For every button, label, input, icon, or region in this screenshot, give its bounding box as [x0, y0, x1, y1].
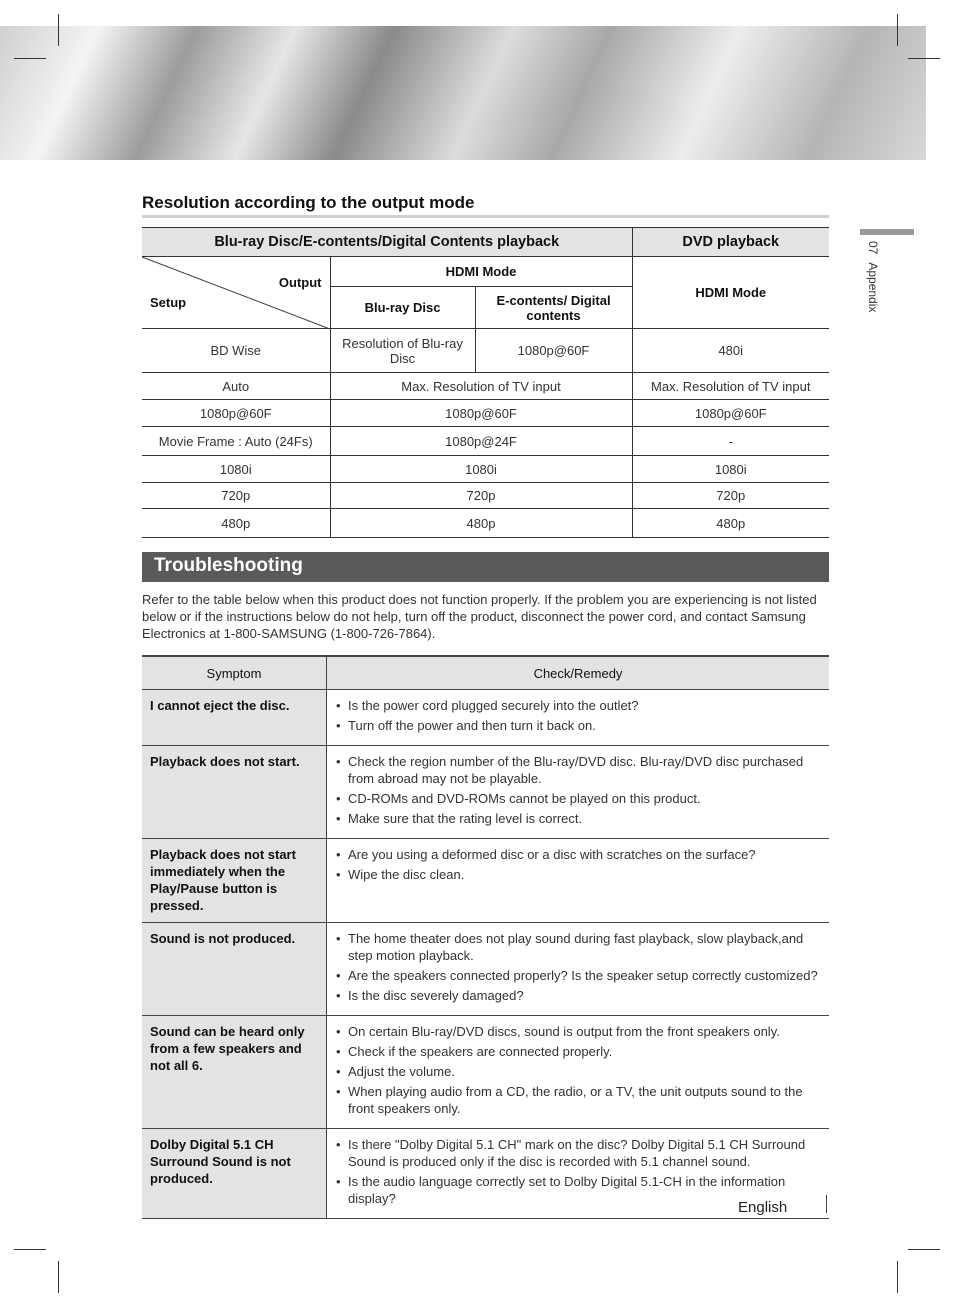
symptom-cell: I cannot eject the disc.	[142, 690, 327, 746]
remedy-item: • Is the power cord plugged securely into the outlet?	[335, 697, 821, 714]
header-banner	[0, 26, 926, 160]
resolution-section-title: Resolution according to the output mode	[142, 193, 475, 212]
table-row	[142, 690, 829, 746]
bluray-merged-cell: 480p	[330, 509, 632, 538]
remedy-item: • On certain Blu-ray/DVD discs, sound is output from the front speakers only.	[335, 1023, 821, 1040]
table-row	[142, 839, 829, 923]
dvd-cell: 480i	[632, 329, 829, 373]
table-row	[142, 456, 829, 483]
dvd-hdmi-mode-header: HDMI Mode	[632, 257, 829, 329]
setup-cell: 480p	[142, 509, 330, 538]
remedy-item: • When playing audio from a CD, the radio, or a TV, the unit outputs sound to the front speakers only.	[335, 1083, 821, 1117]
remedy-cell	[327, 923, 830, 1016]
table-row	[142, 329, 829, 373]
remedy-item: • Make sure that the rating level is correct.	[335, 810, 821, 827]
troubleshooting-intro: Refer to the table below when this product does not function properly. If the problem you are experiencing is not listed below or if the instructions below do not help, turn off the product, disconnect the power cord, and contact Samsung Electronics at 1-800-SAMSUNG (1-800-726-7864).	[142, 592, 817, 641]
dvd-cell: 480p	[632, 509, 829, 538]
setup-cell: BD Wise	[142, 329, 330, 373]
chapter-tab-label	[866, 241, 880, 320]
remedy-item: • Is the disc severely damaged?	[335, 987, 821, 1004]
setup-cell: 1080i	[142, 456, 330, 483]
table-row	[142, 373, 829, 400]
symptom-cell: Sound is not produced.	[142, 923, 327, 1016]
bluray-cell: Resolution of Blu-ray Disc	[330, 329, 475, 373]
dvd-cell: 1080i	[632, 456, 829, 483]
resolution-header-row	[142, 228, 829, 257]
bluray-disc-header: Blu-ray Disc	[330, 287, 475, 329]
dvd-group-header: DVD playback	[632, 228, 829, 257]
section-divider	[142, 215, 829, 218]
table-row	[142, 923, 829, 1016]
bluray-merged-cell: 1080i	[330, 456, 632, 483]
table-row	[142, 400, 829, 427]
output-label: Output	[278, 275, 322, 290]
crop-mark	[908, 1249, 940, 1250]
resolution-table	[142, 227, 829, 538]
econtents-header: E-contents/ Digital contents	[475, 287, 632, 329]
setup-label: Setup	[150, 295, 187, 310]
remedy-item: • Turn off the power and then turn it back on.	[335, 717, 821, 734]
remedy-item: • Is the audio language correctly set to Dolby Digital 5.1-CH in the information display?	[335, 1173, 821, 1207]
bluray-merged-cell: 1080p@24F	[330, 427, 632, 456]
remedy-item: • The home theater does not play sound during fast playback, slow playback,and step motion playback.	[335, 930, 821, 964]
troubleshooting-table	[142, 655, 829, 1219]
remedy-column-header: Check/Remedy	[327, 656, 830, 690]
bluray-merged-cell: Max. Resolution of TV input	[330, 373, 632, 400]
footer-language: English	[738, 1199, 788, 1216]
remedy-item: • Is there "Dolby Digital 5.1 CH" mark on the disc? Dolby Digital 5.1 CH Surround Sound is produced only if the disc is recorded with 5.1 channel sound.	[335, 1136, 821, 1170]
remedy-item: • Check the region number of the Blu-ray/DVD disc. Blu-ray/DVD disc purchased from abroad may not be playable.	[335, 753, 821, 787]
crop-mark	[14, 58, 46, 59]
table-row	[142, 1016, 829, 1129]
crop-mark	[897, 14, 898, 46]
remedy-cell	[327, 690, 830, 746]
remedy-cell	[327, 746, 830, 839]
dvd-cell: 720p	[632, 483, 829, 509]
symptom-cell: Playback does not start.	[142, 746, 327, 839]
crop-mark	[58, 14, 59, 46]
crop-mark	[897, 1261, 898, 1293]
symptom-column-header: Symptom	[142, 656, 327, 690]
chapter-number: 07	[866, 241, 880, 255]
troubleshooting-title-bar	[142, 552, 829, 582]
troubleshooting-header-row	[142, 656, 829, 690]
dvd-cell: -	[632, 427, 829, 456]
hdmi-mode-row	[142, 257, 829, 287]
troubleshooting-title: Troubleshooting	[154, 555, 303, 576]
table-row	[142, 509, 829, 538]
remedy-item: • Are you using a deformed disc or a disc with scratches on the surface?	[335, 846, 821, 863]
remedy-item: • Adjust the volume.	[335, 1063, 821, 1080]
footer-divider	[826, 1195, 827, 1213]
symptom-cell: Sound can be heard only from a few speakers and not all 6.	[142, 1016, 327, 1129]
remedy-item: • CD-ROMs and DVD-ROMs cannot be played on this product.	[335, 790, 821, 807]
remedy-cell	[327, 1016, 830, 1129]
bluray-merged-cell: 720p	[330, 483, 632, 509]
table-row	[142, 483, 829, 509]
remedy-item: • Wipe the disc clean.	[335, 866, 821, 883]
crop-mark	[58, 1261, 59, 1293]
remedy-item: • Check if the speakers are connected properly.	[335, 1043, 821, 1060]
hdmi-mode-header: HDMI Mode	[330, 257, 632, 287]
diagonal-line	[142, 257, 330, 329]
table-row	[142, 1129, 829, 1219]
table-row	[142, 427, 829, 456]
chapter-title: Appendix	[866, 262, 880, 313]
econtents-cell: 1080p@60F	[475, 329, 632, 373]
setup-cell: 720p	[142, 483, 330, 509]
setup-cell: Movie Frame : Auto (24Fs)	[142, 427, 330, 456]
bluray-group-header: Blu-ray Disc/E-contents/Digital Contents playback	[142, 228, 632, 257]
chapter-tab-bar	[860, 229, 914, 235]
setup-output-corner	[142, 257, 330, 329]
remedy-cell	[327, 839, 830, 923]
dvd-cell: 1080p@60F	[632, 400, 829, 427]
setup-cell: Auto	[142, 373, 330, 400]
dvd-cell: Max. Resolution of TV input	[632, 373, 829, 400]
bluray-merged-cell: 1080p@60F	[330, 400, 632, 427]
setup-cell: 1080p@60F	[142, 400, 330, 427]
symptom-cell: Dolby Digital 5.1 CH Surround Sound is not produced.	[142, 1129, 327, 1219]
table-row	[142, 746, 829, 839]
symptom-cell: Playback does not start immediately when the Play/Pause button is pressed.	[142, 839, 327, 923]
remedy-item: • Are the speakers connected properly? Is the speaker setup correctly customized?	[335, 967, 821, 984]
crop-mark	[14, 1249, 46, 1250]
crop-mark	[908, 58, 940, 59]
